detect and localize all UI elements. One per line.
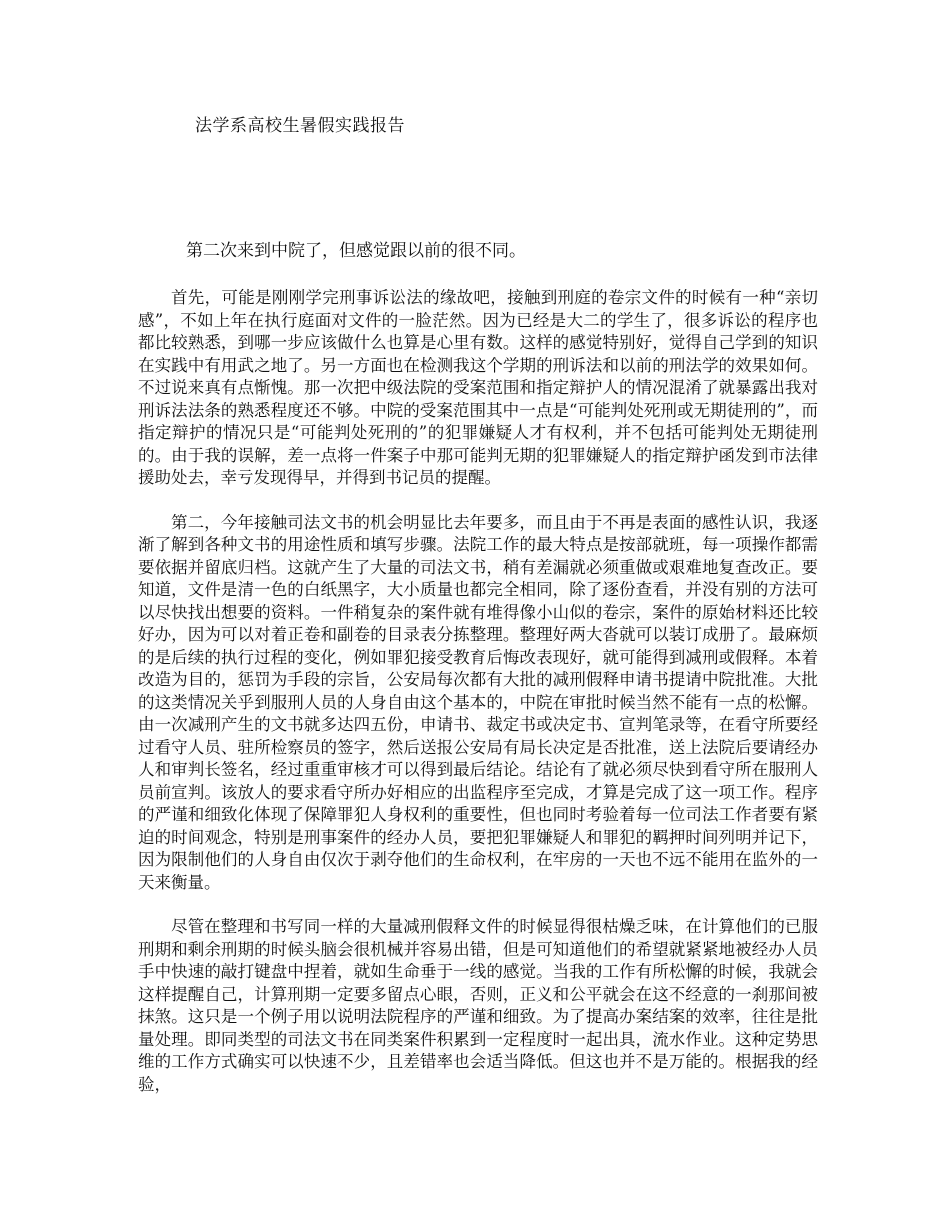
paragraph-2: 第二，今年接触司法文书的机会明显比去年要多，而且由于不再是表面的感性认识，我逐渐了解到各种文书的用途性质和填写步骤。法院工作的最大特点是按部就班，每一项操作都需要依据并留底归档。这就产生了大量的司法文书，稍有差漏就必须重做或艰难地复查改正。要知道，文件是清一色的白纸黑字，大小质量也都完全相同，除了逐份查看，并没有别的方法可以尽快找出想要的资料。一件稍复杂的案件就有堆得像小山似的卷宗，案件的原始材料还比较好办，因为可以对着正卷和副卷的目录表分拣整理。整理好两大沓就可以装订成册了。最麻烦的是后续的执行过程的变化，例如罪犯接受教育后悔改表现好，就可能得到减刑或假释。本着改造为目的，惩罚为手段的宗旨，公安局每次都有大批的减刑假释申请书提请中院批准。大批的这类情况关乎到服刑人员的人身自由这个基本的，中院在审批时候当然不能有一点的松懈。由一次减刑产生的文书就多达四五份，申请书、裁定书或决定书、宣判笔录等，在看守所要经过看守人员、驻所检察员的签字，然后送报公安局有局长决定是否批准，送上法院后要请经办人和审判长签名，经过重重审核才可以得到最后结论。结论有了就必须尽快到看守所在服刑人员前宣判。该放人的要求看守所办好相应的出监程序至完成，才算是完成了这一项工作。程序的严谨和细致化体现了保障罪犯人身权利的重要性，但也同时考验着每一位司法工作者要有紧迫的时间观念，特别是刑事案件的经办人员，要把犯罪嫌疑人和罪犯的羁押时间列明并记下，因为限制他们的人身自由仅次于剥夺他们的生命权利，在牢房的一天也不远不能用在监外的一天来衡量。 [138, 512, 818, 892]
intro-line: 第二次来到中院了，但感觉跟以前的很不同。 [186, 241, 526, 261]
paragraph-3: 尽管在整理和书写同一样的大量减刑假释文件的时候显得很枯燥乏味，在计算他们的已服刑期和剩余刑期的时候头脑会很机械并容易出错，但是可知道他们的希望就紧紧地被经办人员手中快速的敲打键盘中捏着，就如生命垂于一线的感觉。当我的工作有所松懈的时候，我就会这样提醒自己，计算刑期一定要多留点心眼，否则，正义和公平就会在这不经意的一刹那间被抹煞。这只是一个例子用以说明法院程序的严谨和细致。为了提高办案结案的效率，往往是批量处理。即同类型的司法文书在同类案件积累到一定程度时一起出具，流水作业。这种定势思维的工作方式确实可以快速不少，且差错率也会适当降低。但这也并不是万能的。根据我的经验， [138, 917, 818, 1094]
body-text [138, 287, 818, 1118]
paragraph-1: 首先，可能是刚刚学完刑事诉讼法的缘故吧，接触到刑庭的卷宗文件的时候有一种“亲切感”，不如上年在执行庭面对文件的一脸茫然。因为已经是大二的学生了，很多诉讼的程序也都比较熟悉，到哪一步应该做什么也算是心里有数。这样的感觉特别好，觉得自己学到的知识在实践中有用武之地了。另一方面也在检测我这个学期的刑诉法和以前的刑法学的效果如何。不过说来真有点惭愧。那一次把中级法院的受案范围和指定辩护人的情况混淆了就暴露出我对刑诉法法条的熟悉程度还不够。中院的受案范围其中一点是“可能判处死刑或无期徒刑的”，而指定辩护的情况只是“可能判处死刑的”的犯罪嫌疑人才有权利，并不包括可能判处无期徒刑的。由于我的误解，差一点将一件案子中那可能判无期的犯罪嫌疑人的指定辩护函发到市法律援助处去，幸亏发现得早，并得到书记员的提醒。 [138, 288, 818, 487]
document-title: 法学系高校生暑假实践报告 [195, 116, 405, 136]
